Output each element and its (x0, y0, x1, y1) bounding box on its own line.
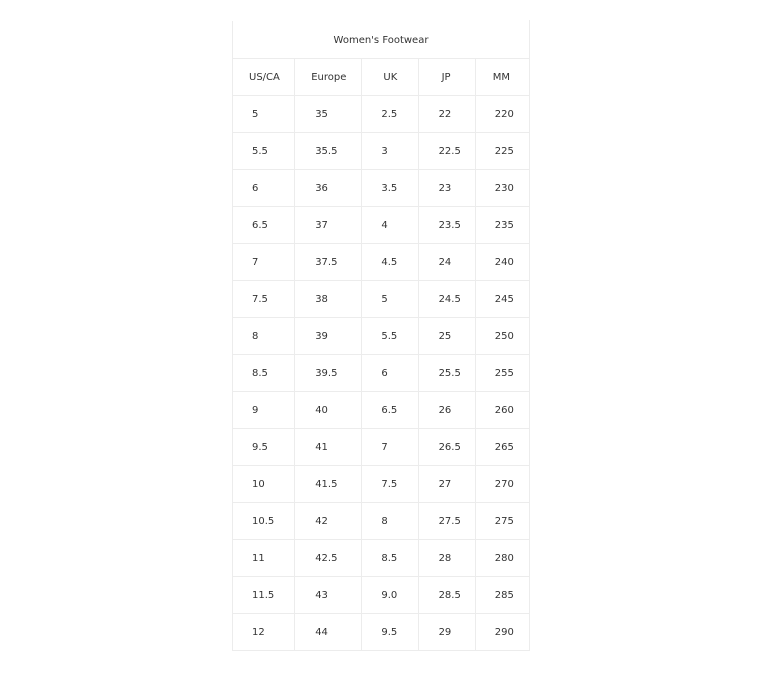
cell-mm: 265 (475, 429, 529, 466)
table-row (233, 96, 530, 133)
size-chart-table (232, 20, 530, 651)
table-row (233, 355, 530, 392)
cell-europe: 35.5 (295, 133, 362, 170)
cell-europe: 42 (295, 503, 362, 540)
cell-mm: 225 (475, 133, 529, 170)
cell-mm: 290 (475, 614, 529, 651)
cell-mm: 230 (475, 170, 529, 207)
cell-uk: 4 (362, 207, 418, 244)
cell-uk: 8 (362, 503, 418, 540)
cell-uk: 5 (362, 281, 418, 318)
column-header-mm: MM (475, 59, 529, 96)
cell-us-ca: 5.5 (233, 133, 295, 170)
cell-mm: 280 (475, 540, 529, 577)
cell-mm: 245 (475, 281, 529, 318)
cell-jp: 27.5 (418, 503, 475, 540)
cell-us-ca: 8 (233, 318, 295, 355)
cell-uk: 8.5 (362, 540, 418, 577)
cell-jp: 26.5 (418, 429, 475, 466)
cell-europe: 43 (295, 577, 362, 614)
cell-us-ca: 9 (233, 392, 295, 429)
table-row (233, 577, 530, 614)
cell-jp: 29 (418, 614, 475, 651)
cell-jp: 26 (418, 392, 475, 429)
cell-uk: 9.5 (362, 614, 418, 651)
title-row (233, 21, 530, 59)
cell-mm: 250 (475, 318, 529, 355)
table-row (233, 503, 530, 540)
cell-us-ca: 10 (233, 466, 295, 503)
cell-europe: 36 (295, 170, 362, 207)
cell-europe: 40 (295, 392, 362, 429)
cell-us-ca: 12 (233, 614, 295, 651)
cell-europe: 39.5 (295, 355, 362, 392)
table-row (233, 392, 530, 429)
cell-europe: 42.5 (295, 540, 362, 577)
table-row (233, 170, 530, 207)
table-row (233, 133, 530, 170)
cell-jp: 28 (418, 540, 475, 577)
cell-jp: 25 (418, 318, 475, 355)
cell-europe: 37 (295, 207, 362, 244)
cell-us-ca: 11 (233, 540, 295, 577)
cell-uk: 3.5 (362, 170, 418, 207)
cell-europe: 35 (295, 96, 362, 133)
column-header-europe: Europe (295, 59, 362, 96)
column-header-uk: UK (362, 59, 418, 96)
cell-mm: 220 (475, 96, 529, 133)
cell-europe: 41.5 (295, 466, 362, 503)
cell-europe: 39 (295, 318, 362, 355)
cell-mm: 270 (475, 466, 529, 503)
cell-jp: 23 (418, 170, 475, 207)
table-body (233, 96, 530, 651)
column-header-jp: JP (418, 59, 475, 96)
cell-uk: 5.5 (362, 318, 418, 355)
cell-us-ca: 7 (233, 244, 295, 281)
table-row (233, 207, 530, 244)
cell-uk: 4.5 (362, 244, 418, 281)
cell-jp: 24 (418, 244, 475, 281)
cell-us-ca: 5 (233, 96, 295, 133)
table-row (233, 244, 530, 281)
cell-europe: 44 (295, 614, 362, 651)
cell-uk: 3 (362, 133, 418, 170)
table-title: Women's Footwear (233, 21, 530, 59)
cell-uk: 2.5 (362, 96, 418, 133)
table-row (233, 281, 530, 318)
cell-uk: 6 (362, 355, 418, 392)
cell-europe: 38 (295, 281, 362, 318)
cell-us-ca: 6 (233, 170, 295, 207)
table-row (233, 429, 530, 466)
cell-mm: 260 (475, 392, 529, 429)
cell-us-ca: 7.5 (233, 281, 295, 318)
cell-mm: 235 (475, 207, 529, 244)
table-row (233, 466, 530, 503)
cell-jp: 27 (418, 466, 475, 503)
cell-mm: 255 (475, 355, 529, 392)
cell-us-ca: 10.5 (233, 503, 295, 540)
cell-europe: 37.5 (295, 244, 362, 281)
cell-mm: 240 (475, 244, 529, 281)
cell-jp: 23.5 (418, 207, 475, 244)
cell-jp: 24.5 (418, 281, 475, 318)
cell-uk: 7 (362, 429, 418, 466)
cell-mm: 285 (475, 577, 529, 614)
cell-uk: 7.5 (362, 466, 418, 503)
column-header-us-ca: US/CA (233, 59, 295, 96)
cell-jp: 22 (418, 96, 475, 133)
cell-mm: 275 (475, 503, 529, 540)
cell-us-ca: 11.5 (233, 577, 295, 614)
table-row (233, 614, 530, 651)
cell-jp: 28.5 (418, 577, 475, 614)
cell-us-ca: 9.5 (233, 429, 295, 466)
cell-uk: 6.5 (362, 392, 418, 429)
table-row (233, 318, 530, 355)
cell-us-ca: 6.5 (233, 207, 295, 244)
cell-us-ca: 8.5 (233, 355, 295, 392)
cell-jp: 22.5 (418, 133, 475, 170)
header-row (233, 59, 530, 96)
cell-jp: 25.5 (418, 355, 475, 392)
table-row (233, 540, 530, 577)
cell-europe: 41 (295, 429, 362, 466)
cell-uk: 9.0 (362, 577, 418, 614)
